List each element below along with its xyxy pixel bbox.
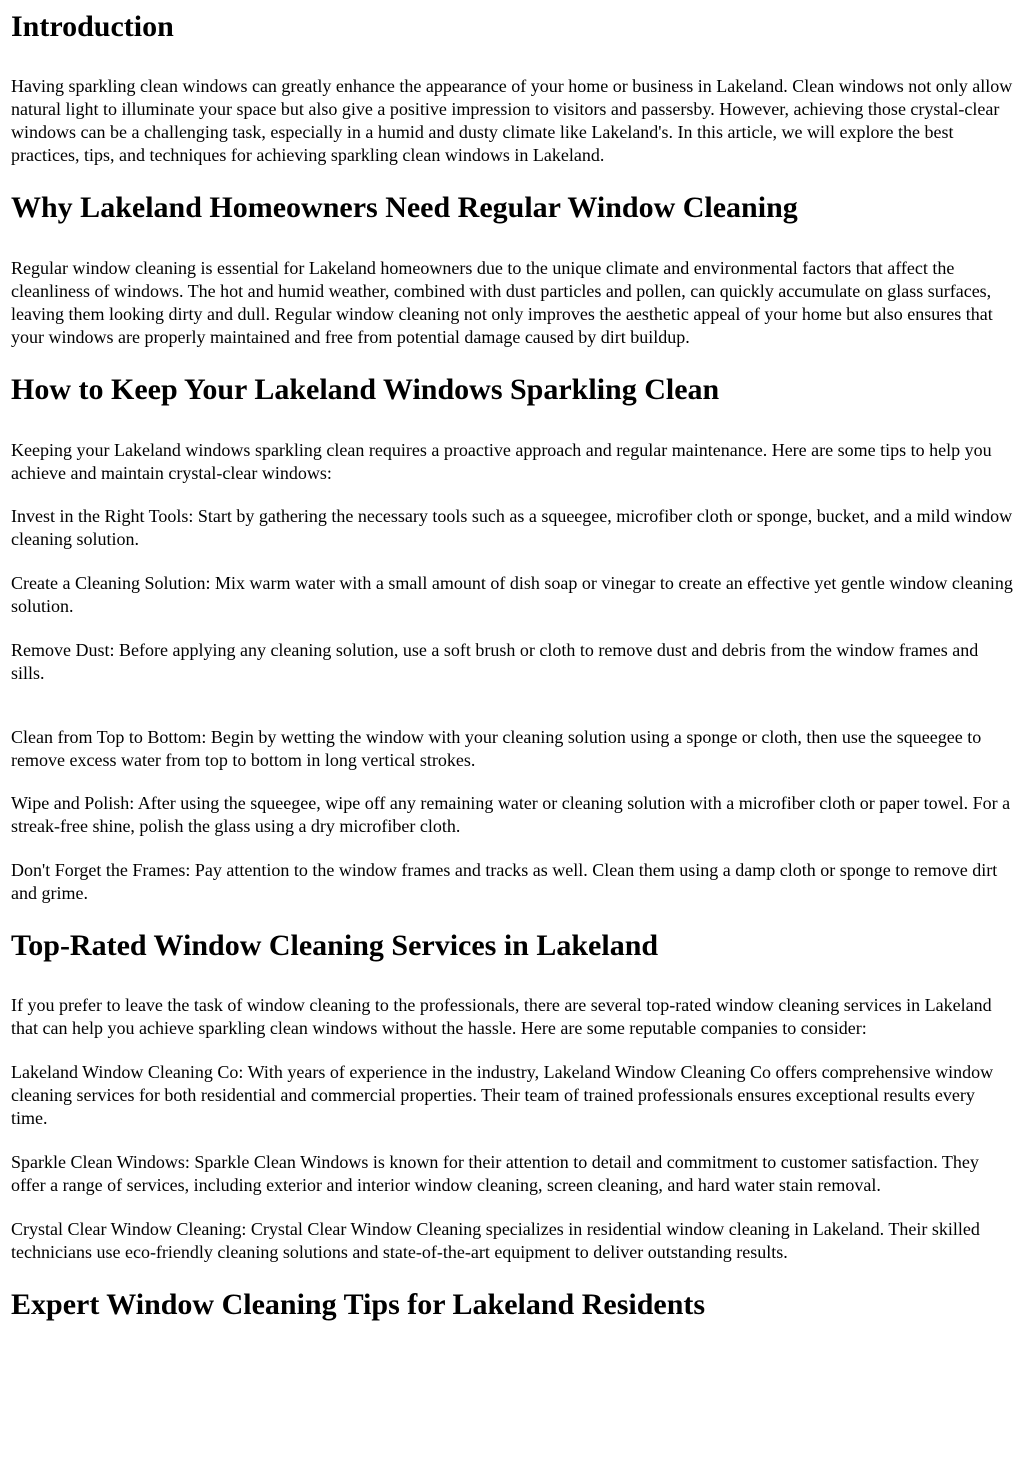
- paragraph-services-intro: If you prefer to leave the task of window cleaning to the professionals, there are several top-rated window cleaning services in Lakeland that can help you achieve sparkling clean windows without the hassle. Here are some reputable companies to consider:: [11, 995, 992, 1038]
- paragraph-why-regular-cleaning: Regular window cleaning is essential for Lakeland homeowners due to the unique climate and environmental factors that affect the cleanliness of windows. The hot and humid weather, combined with dust particles and pollen, can quickly accumulate on glass surfaces, leaving them looking dirty and dull. Regular window cleaning not only improves the aesthetic appeal of your home but also ensures that your windows are properly maintained and free from potential damage caused by dirt buildup.: [11, 258, 993, 347]
- tip-right-tools: Invest in the Right Tools: Start by gathering the necessary tools such as a squeegee, microfiber cloth or sponge, bucket, and a mild window cleaning solution.: [11, 506, 1013, 549]
- heading-how-to-keep-clean: How to Keep Your Lakeland Windows Sparkling Clean: [11, 373, 720, 406]
- tip-wipe-and-polish: Wipe and Polish: After using the squeegee, wipe off any remaining water or cleaning solution with a microfiber cloth or paper towel. For a streak-free shine, polish the glass using a dry microfiber cloth.: [11, 793, 1011, 836]
- tip-cleaning-solution: Create a Cleaning Solution: Mix warm water with a small amount of dish soap or vinegar to create an effective yet gentle window cleaning solution.: [11, 573, 1013, 616]
- heading-introduction: Introduction: [11, 10, 174, 43]
- paragraph-how-intro: Keeping your Lakeland windows sparkling clean requires a proactive approach and regular maintenance. Here are some tips to help you achieve and maintain crystal-clear windows:: [11, 440, 992, 483]
- company-lakeland-window-cleaning-co: Lakeland Window Cleaning Co: With years of experience in the industry, Lakeland Window Cleaning Co offers comprehensive window cleaning services for both residential and commercial properties. Their team of trained professionals ensures exceptional results every time.: [11, 1062, 994, 1128]
- article: [0, 9, 1024, 1323]
- tip-top-to-bottom: Clean from Top to Bottom: Begin by wetting the window with your cleaning solution using a sponge or cloth, then use the squeegee to remove excess water from top to bottom in long vertical strokes.: [11, 727, 982, 770]
- heading-expert-tips: Expert Window Cleaning Tips for Lakeland Residents: [11, 1288, 706, 1321]
- tip-frames: Don't Forget the Frames: Pay attention to the window frames and tracks as well. Clean them using a damp cloth or sponge to remove dirt and grime.: [11, 860, 998, 903]
- heading-why-regular-cleaning: Why Lakeland Homeowners Need Regular Window Cleaning: [11, 191, 798, 224]
- heading-top-rated-services: Top-Rated Window Cleaning Services in Lakeland: [11, 929, 659, 962]
- tip-remove-dust: Remove Dust: Before applying any cleaning solution, use a soft brush or cloth to remove dust and debris from the window frames and sills.: [11, 640, 979, 683]
- company-sparkle-clean-windows: Sparkle Clean Windows: Sparkle Clean Windows is known for their attention to detail and commitment to customer satisfaction. They offer a range of services, including exterior and interior window cleaning, screen cleaning, and hard water stain removal.: [11, 1152, 979, 1195]
- company-crystal-clear-window-cleaning: Crystal Clear Window Cleaning: Crystal Clear Window Cleaning specializes in residential window cleaning in Lakeland. Their skilled technicians use eco-friendly cleaning solutions and state-of-the-art equipment to deliver outstanding results.: [11, 1219, 980, 1262]
- paragraph-introduction: Having sparkling clean windows can greatly enhance the appearance of your home or business in Lakeland. Clean windows not only allow natural light to illuminate your space but also give a positive impression to visitors and passersby. However, achieving those crystal-clear windows can be a challenging task, especially in a humid and dusty climate like Lakeland's. In this article, we will explore the best practices, tips, and techniques for achieving sparkling clean windows in Lakeland.: [11, 76, 1013, 165]
